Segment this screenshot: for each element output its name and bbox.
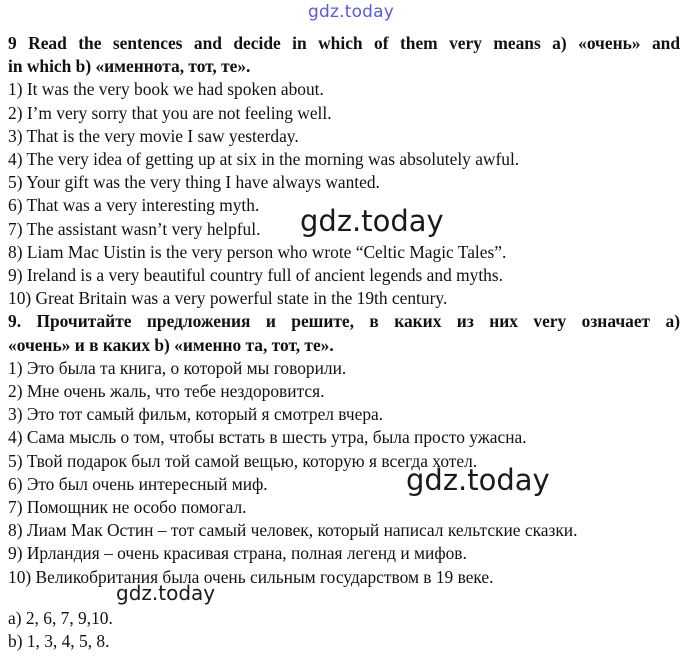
russian-heading-line2: «очень» и в каких b) «именно та, тот, те». [8,334,334,355]
english-heading-line2: in which b) «именнота, тот, те». [8,56,251,77]
watermark-bottom: gdz.today [116,581,216,605]
exercise-content [8,32,680,589]
answer-b: b) 1, 3, 4, 5, 8. [8,631,110,652]
answers-block [8,607,308,653]
russian-item-2: 2) Мне очень жаль, что тебе нездоровится. [8,381,325,402]
russian-heading-line1: 9. Прочитайте предложения и решите, в каких из них very означает a) [8,311,680,332]
russian-item-6: 6) Это был очень интересный миф. [8,473,268,494]
watermark-top: gdz.today [308,2,395,22]
russian-item-5: 5) Твой подарок был той самой вещью, которую я всегда хотел. [8,450,478,471]
english-item-5: 5) Your gift was the very thing I have always wanted. [8,172,380,193]
document-page [8,0,680,658]
english-item-3: 3) That is the very movie I saw yesterday. [8,125,299,146]
english-item-6: 6) That was a very interesting myth. [8,195,260,216]
russian-item-9: 9) Ирландия – очень красивая страна, полная легенд и мифов. [8,543,467,564]
watermark-middle: gdz.today [300,204,444,238]
watermark-lower: gdz.today [406,463,550,497]
russian-item-1: 1) Это была та книга, о которой мы говорили. [8,357,347,378]
english-item-8: 8) Liam Mac Uistin is the very person who wrote “Celtic Magic Tales”. [8,241,507,262]
russian-item-10: 10) Великобритания была очень сильным государством в 19 веке. [8,566,494,587]
english-item-1: 1) It was the very book we had spoken about. [8,79,324,100]
english-heading-line1: 9 Read the sentences and decide in which of them very means a) «очень» and [8,33,680,53]
answer-a: a) 2, 6, 7, 9,10. [8,608,113,628]
russian-item-8: 8) Лиам Мак Остин – тот самый человек, который написал кельтские сказки. [8,520,578,541]
english-item-2: 2) I’m very sorry that you are not feeling well. [8,102,332,123]
english-item-4: 4) The very idea of getting up at six in the morning was absolutely awful. [8,149,520,170]
english-item-10: 10) Great Britain was a very powerful state in the 19th century. [8,288,448,309]
russian-item-4: 4) Сама мысль о том, чтобы встать в шесть утра, была просто ужасна. [8,427,527,448]
russian-item-7: 7) Помощник не особо помогал. [8,497,247,518]
english-item-7: 7) The assistant wasn’t very helpful. [8,218,261,239]
english-item-9: 9) Ireland is a very beautiful country full of ancient legends and myths. [8,265,503,286]
russian-item-3: 3) Это тот самый фильм, который я смотрел вчера. [8,404,384,425]
